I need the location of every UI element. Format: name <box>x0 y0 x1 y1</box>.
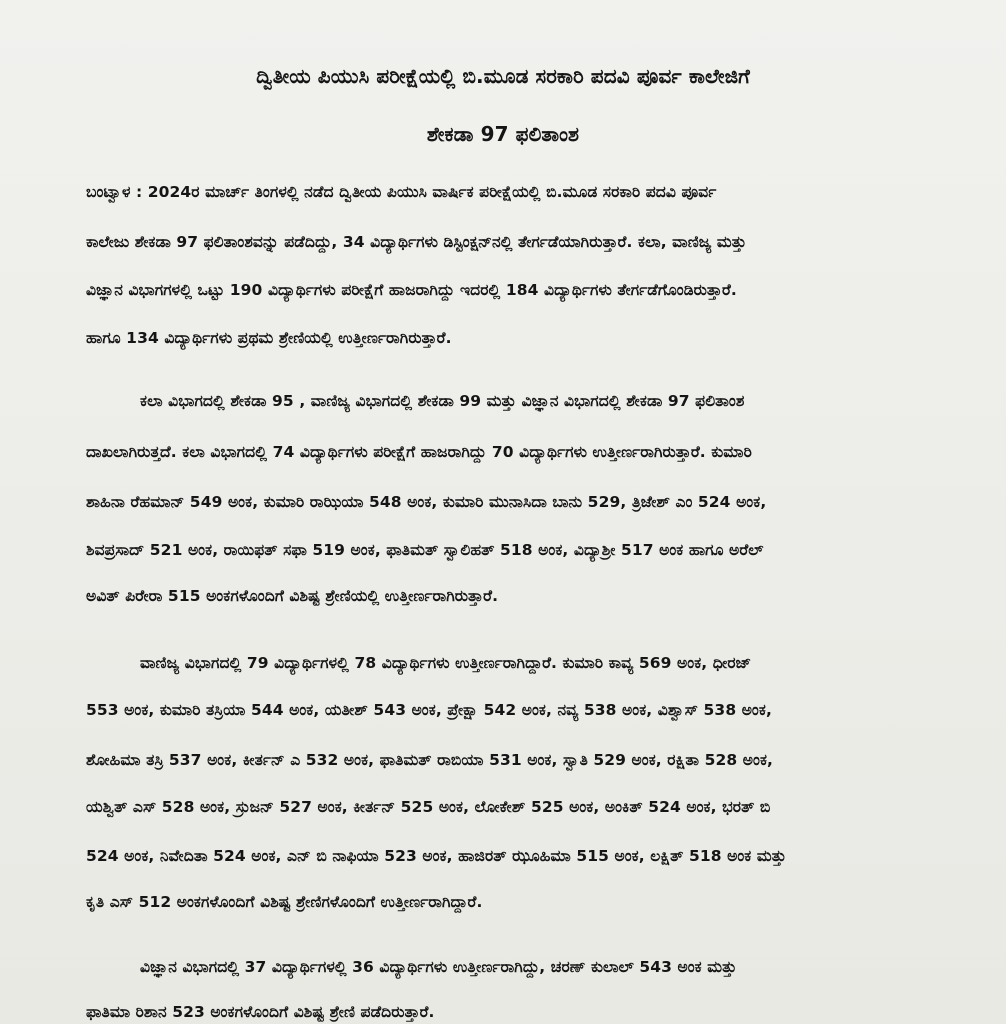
paragraph-1-line-2: ಕಾಲೇಜು ಶೇಕಡಾ 97 ಫಲಿತಾಂಶವನ್ನು ಪಡೆದಿದ್ದು, 34 ವಿದ್ಯಾರ್ಥಿಗಳು ಡಿಸ್ಟಿಂಕ್ಷನ್‌ನಲ್ಲಿ ತೇರ್ಗಡೆಯಾಗಿರುತ್ತಾರೆ. ಕಲಾ, ವಾಣಿಜ್ಯ ಮತ್ತು <box>86 233 747 251</box>
paragraph-2-line-1: ಕಲಾ ವಿಭಾಗದಲ್ಲಿ ಶೇಕಡಾ 95 , ವಾಣಿಜ್ಯ ವಿಭಾಗದಲ್ಲಿ ಶೇಕಡಾ 99 ಮತ್ತು ವಿಜ್ಞಾನ ವಿಭಾಗದಲ್ಲಿ ಶೇಕಡಾ 97 ಫಲಿತಾಂಶ <box>140 392 745 410</box>
paragraph-1-line-4: ಹಾಗೂ 134 ವಿದ್ಯಾರ್ಥಿಗಳು ಪ್ರಥಮ ಶ್ರೇಣಿಯಲ್ಲಿ ಉತ್ತೀರ್ಣರಾಗಿರುತ್ತಾರೆ. <box>86 329 452 347</box>
paragraph-3-line-1: ವಾಣಿಜ್ಯ ವಿಭಾಗದಲ್ಲಿ 79 ವಿದ್ಯಾರ್ಥಿಗಳಲ್ಲಿ 78 ವಿದ್ಯಾರ್ಥಿಗಳು ಉತ್ತೀರ್ಣರಾಗಿದ್ದಾರೆ. ಕುಮಾರಿ ಕಾವ್ಯ 569 ಅಂಕ, ಧೀರಜ್ <box>140 654 752 672</box>
paragraph-1-line-1: ಬಂಟ್ವಾಳ : 2024ರ ಮಾರ್ಚ್ ತಿಂಗಳಲ್ಲಿ ನಡೆದ ದ್ವಿತೀಯ ಪಿಯುಸಿ ವಾರ್ಷಿಕ ಪರೀಕ್ಷೆಯಲ್ಲಿ ಬಿ.ಮೂಡ ಸರಕಾರಿ ಪದವಿ ಪೂರ್ವ <box>86 183 717 201</box>
paragraph-2-line-5: ಅವಿತ್ ಪಿರೇರಾ 515 ಅಂಕಗಳೊಂದಿಗೆ ವಿಶಿಷ್ಟ ಶ್ರೇಣಿಯಲ್ಲಿ ಉತ್ತೀರ್ಣರಾಗಿರುತ್ತಾರೆ. <box>86 587 499 605</box>
paragraph-3-line-4: ಯಶ್ವಿತ್ ಎಸ್ 528 ಅಂಕ, ಸ್ರುಜನ್ 527 ಅಂಕ, ಕೀರ್ತನ್ 525 ಅಂಕ, ಲೋಕೇಶ್ 525 ಅಂಕ, ಅಂಕಿತ್ 524 ಅಂಕ, ಭರತ್ ಬಿ <box>86 798 771 816</box>
headline-line-2: ಶೇಕಡಾ 97 ಫಲಿತಾಂಶ <box>426 122 580 146</box>
paragraph-3-line-6: ಕೃತಿ ಎಸ್ 512 ಅಂಕಗಳೊಂದಿಗೆ ವಿಶಿಷ್ಟ ಶ್ರೇಣಿಗಳೊಂದಿಗೆ ಉತ್ತೀರ್ಣರಾಗಿದ್ದಾರೆ. <box>86 893 483 911</box>
paragraph-3-line-3: ಶೋಹಿಮಾ ತಸ್ರಿ 537 ಅಂಕ, ಕೀರ್ತನ್ ಎ 532 ಅಂಕ, ಫಾತಿಮತ್ ರಾಬಿಯಾ 531 ಅಂಕ, ಸ್ವಾತಿ 529 ಅಂಕ, ರಕ್ಷಿತಾ 528 ಅಂಕ, <box>86 751 774 769</box>
paragraph-2-line-4: ಶಿವಪ್ರಸಾದ್ 521 ಅಂಕ, ರಾಯಿಫತ್ ಸಫಾ 519 ಅಂಕ, ಫಾತಿಮತ್ ಸ್ವಾಲಿಹತ್ 518 ಅಂಕ, ವಿದ್ಯಾಶ್ರೀ 517 ಅಂಕ ಹಾಗೂ ಅರೆಲ್ <box>86 541 764 559</box>
paragraph-4-line-2: ಫಾತಿಮಾ ರಿಶಾನ 523 ಅಂಕಗಳೊಂದಿಗೆ ವಿಶಿಷ್ಟ ಶ್ರೇಣಿ ಪಡೆದಿರುತ್ತಾರೆ. <box>86 1003 435 1021</box>
paragraph-3-line-2: 553 ಅಂಕ, ಕುಮಾರಿ ತಸ್ರಿಯಾ 544 ಅಂಕ, ಯತೀಶ್ 543 ಅಂಕ, ಪ್ರೇಕ್ಷಾ 542 ಅಂಕ, ನವ್ಯ 538 ಅಂಕ, ವಿಶ್ವಾಸ್ 538 ಅಂಕ, <box>86 701 772 719</box>
paragraph-1-line-3: ವಿಜ್ಞಾನ ವಿಭಾಗಗಳಲ್ಲಿ ಒಟ್ಟು 190 ವಿದ್ಯಾರ್ಥಿಗಳು ಪರೀಕ್ಷೆಗೆ ಹಾಜರಾಗಿದ್ದು ಇದರಲ್ಲಿ 184 ವಿದ್ಯಾರ್ಥಿಗಳು ತೇರ್ಗಡೆಗೊಂಡಿರುತ್ತಾರೆ. <box>86 281 737 299</box>
paragraph-2-line-2: ದಾಖಲಾಗಿರುತ್ತದೆ. ಕಲಾ ವಿಭಾಗದಲ್ಲಿ 74 ವಿದ್ಯಾರ್ಥಿಗಳು ಪರೀಕ್ಷೆಗೆ ಹಾಜರಾಗಿದ್ದು 70 ವಿದ್ಯಾರ್ಥಿಗಳು ಉತ್ತೀರ್ಣರಾಗಿರುತ್ತಾರೆ. ಕುಮಾರಿ <box>86 443 752 461</box>
paragraph-4-line-1: ವಿಜ್ಞಾನ ವಿಭಾಗದಲ್ಲಿ 37 ವಿದ್ಯಾರ್ಥಿಗಳಲ್ಲಿ 36 ವಿದ್ಯಾರ್ಥಿಗಳು ಉತ್ತೀರ್ಣರಾಗಿದ್ದು, ಚರಣ್ ಕುಲಾಲ್ 543 ಅಂಕ ಮತ್ತು <box>140 958 737 976</box>
paragraph-3-line-5: 524 ಅಂಕ, ನಿವೇದಿತಾ 524 ಅಂಕ, ಎನ್ ಬಿ ನಾಫಿಯಾ 523 ಅಂಕ, ಹಾಜಿರತ್ ಝೂಹಿಮಾ 515 ಅಂಕ, ಲಕ್ಷಿತ್ 518 ಅಂಕ ಮತ್ತು <box>86 847 787 865</box>
paragraph-2-line-3: ಶಾಹಿನಾ ರೆಹಮಾನ್ 549 ಅಂಕ, ಕುಮಾರಿ ರಾಝಿಯಾ 548 ಅಂಕ, ಕುಮಾರಿ ಮುನಾಸಿದಾ ಬಾನು 529, ತ್ರಿಜೇಶ್ ಎಂ 524 ಅಂಕ, <box>86 493 767 511</box>
headline-line-1: ದ್ವಿತೀಯ ಪಿಯುಸಿ ಪರೀಕ್ಷೆಯಲ್ಲಿ ಬಿ.ಮೂಡ ಸರಕಾರಿ ಪದವಿ ಪೂರ್ವ ಕಾಲೇಜಿಗೆ <box>256 64 750 88</box>
